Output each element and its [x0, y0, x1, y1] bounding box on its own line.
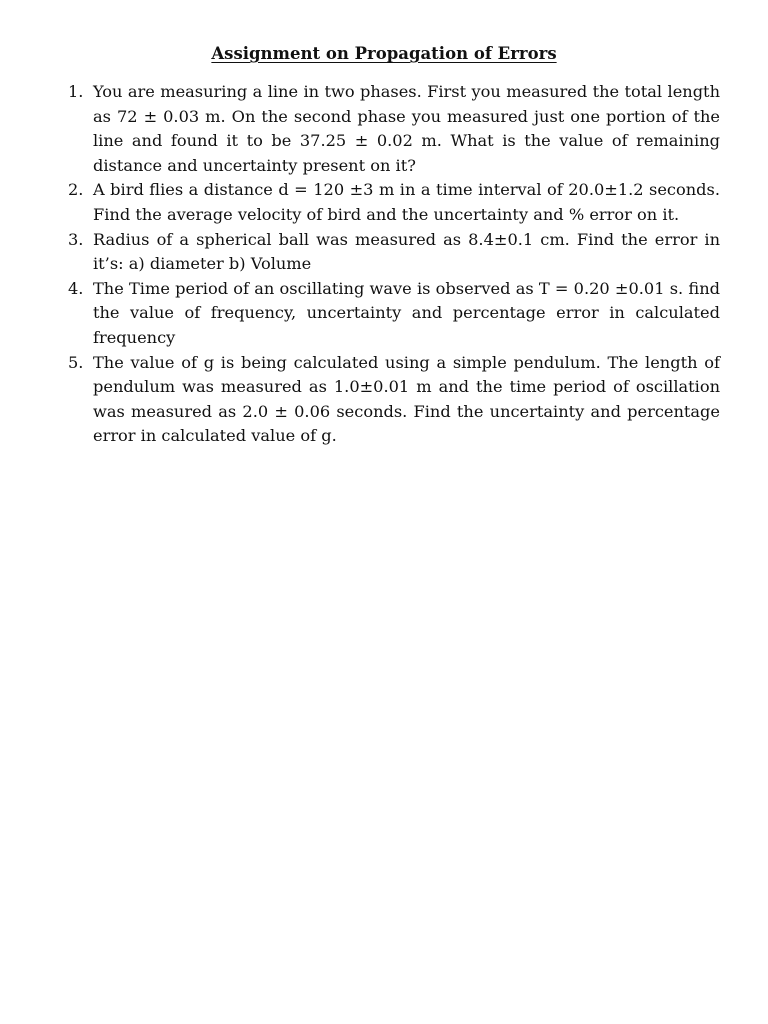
question-text: The Time period of an oscillating wave is observed as T = 0.20 ±0.01 s. find the value of frequency, uncertainty and percentage error in calculated frequency	[93, 278, 720, 347]
assignment-title: Assignment on Propagation of Errors	[211, 44, 557, 63]
question-item	[68, 80, 720, 178]
question-text: A bird flies a distance d = 120 ±3 m in a time interval of 20.0±1.2 seconds. Find the average velocity of bird and the uncertainty and % error on it.	[93, 180, 720, 224]
question-item	[68, 178, 720, 227]
question-number: 1.	[68, 82, 84, 101]
question-item	[68, 228, 720, 277]
question-list	[68, 80, 720, 449]
question-item	[68, 351, 720, 449]
question-text: The value of g is being calculated using a simple pendulum. The length of pendulum was measured as 1.0±0.01 m and the time period of oscillation was measured as 2.0 ± 0.06 seconds. Find the uncertainty and percentage error in calculated value of g.	[93, 352, 720, 446]
question-text: Radius of a spherical ball was measured as 8.4±0.1 cm. Find the error in it’s: a) diameter b) Volume	[93, 229, 720, 274]
question-number: 2.	[68, 180, 84, 200]
question-text: You are measuring a line in two phases. First you measured the total length as 72 ± 0.03 m. On the second phase you measured just one portion of the line and found it to be 37.25 ± 0.02 m. What is the value of remaining distance and uncertainty present on it?	[93, 82, 720, 175]
question-number: 4.	[68, 278, 84, 298]
question-number: 5.	[68, 352, 84, 372]
question-number: 3.	[68, 229, 84, 249]
question-item	[68, 277, 720, 351]
